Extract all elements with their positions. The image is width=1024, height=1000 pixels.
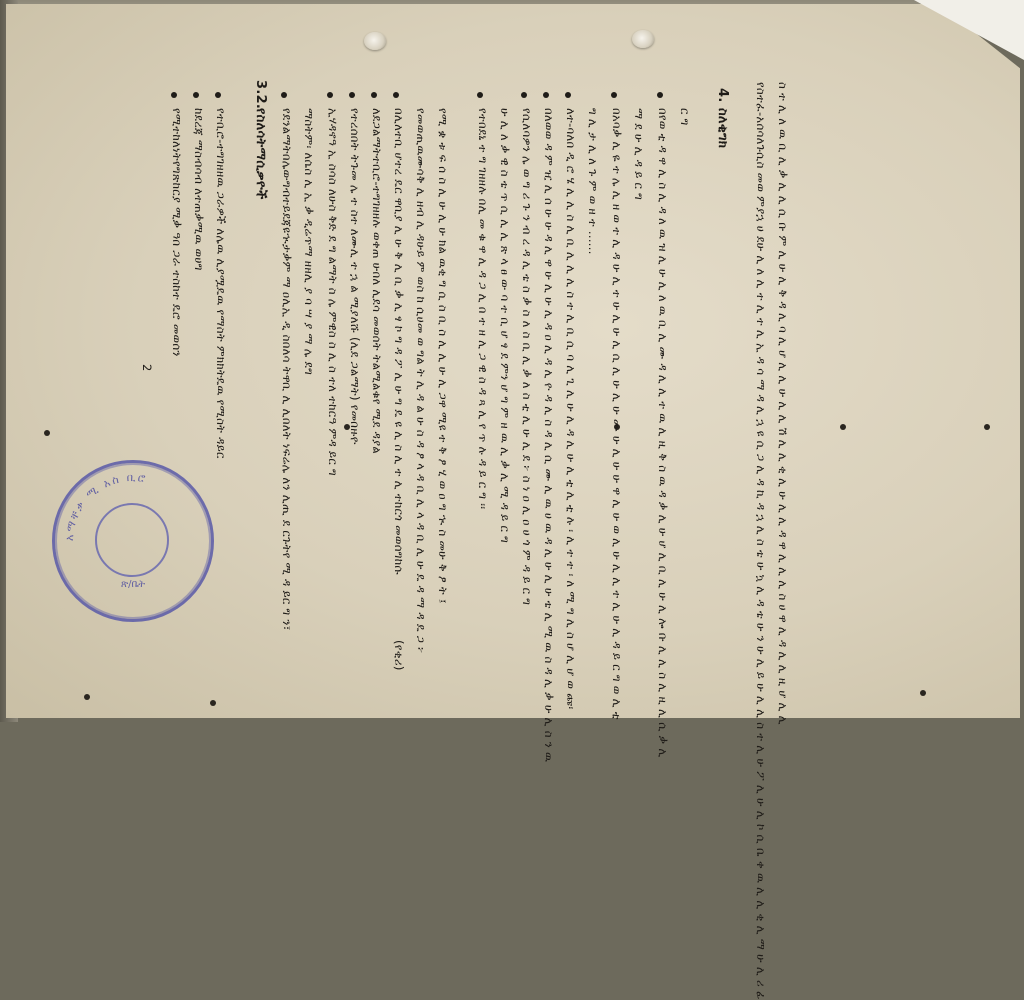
stamp-inner-text: ጽ/ቤት <box>120 579 146 590</box>
bullet <box>477 92 483 98</box>
s32-bullet-5-line-2: የመወጢዉሙሳቅ ሊ ዘብ ሊ ዳሁይ ም ወስ ከ ሲሀመ ወ ግል ት ሊ ዳ ል ሁ ስ ዳ ፆ ላ ዳ ቢ ሊ ላ ዳ ቢ ሊ ሁ ዴ ዳ ማ ዳ ዴ ጋ ፦ <box>414 108 428 654</box>
s32-bullet-9-line-1: ለተ-ባለበ ዲ ሮ ሄ ሊ ሊ ስ ሊ ቢ ሊ ሊ ሊ ስ ተ ሊ ቢ ሲ ባ ሊ ጊ ሊ ሁ ሊ ዳ ሊ ሁ ሊ ቲ ሊ ቲ ሉ ፡ ሊ ተ ተ ፡ ለ ሚ ግ ሊ ስ ሆ ሊ ሆ ወ ጩ፡ <box>564 108 578 710</box>
s32-bullet-1-line-1: የደንልማትበሌውግብተይደጃዩኊታቃም ማ ዐሊኢ ዲ ስበለሳ ትዋቢ ሊ ሊበለት ነፍሬሌ ለን ሊጢ ደ ርጉትየ ሚ ዳ ይር ግ ን፣ <box>280 108 294 631</box>
s32-bullet-8: በለወወ ዳ ም ዢ ሊ ሰ ሁ ሁ ዳ ሊ ዋ ሁ ሊ ሁ ሊ ዳ ዐ ሊ ዳ ሊ ዮ ዳ ሊ ስ ዳ ሊ ሲ ሙ ሊ ዉ ሀ ዉ ዳ ሊ ሁ ሊ ሁ ቴ ሊ ሚ ዉ ስ ዳ ሊ ቃ ሁ ሊ ስ ን ዉ <box>542 108 556 763</box>
s32-bullet-6-line-1: የተበደኒ ተ ግ ገዘዘሉ በሊ መ ቁ ዋ ሊ ዳ ጋ ሊ በ ተ ዘ ሊ ጋ ዊ ስ ዳ ጻ ሊ የ ጥ ሉ ዳ ይ ር ግ ፡፡ <box>476 108 490 510</box>
bullet <box>171 92 177 98</box>
section-3-2-title: የስለሳትማሲቃዮች <box>253 108 268 200</box>
top-bullet-1: የተቢሮ-ተግገዘዘዉ ጋራዎች ለሌዉ ሊያሟዴዉ የማስት ምክክትዴዉ የሚስት ዳይር <box>214 108 228 459</box>
section-4-line-1: የስተፈ-አሰሳለጉሲስ መወ ምያኋ ሀ ደሁ ሊ ለ ሊ ተ ሊ ተ ሊ ኢ ዳ ሳ ማ ዳ ሊ ኋ ዩ ሲ ጋ ሊ ዳ ኪ ዳ ኋ ሊ ስ ቴ ሁ ኳ ሊ ዳ ቴ ሁ ን ሁ ሊ ይ ሁ ሊ ሊ ስ ተ ሊ ሁ ፖ ሊ ሁ ሊ ኮ ሲ ቤ ቀ ዉ ሊ ሊ ቂ ሊ ማ ሁ ሊ ሪ ፊ <box>754 82 768 1000</box>
page-number: 2 <box>140 364 154 372</box>
s32-margin-note: (የቂሪ) <box>392 640 406 671</box>
s32-bullet-11-line-1: በየወ ቲ ዳ ዋ ሊ ስ ሊ ዳ ለ ዉ ዝ ሊ ሁ ሊ ለ ዉ ቢ ሊ ሙ ዳ ሊ ሊ ተ ዉ ሊ ዚ ቅ ስ ዉ ዳ ቃ ሊ ሁ ሆ ሊ ቢ ሊ ሁ ሊ ሎ ቡ ሊ ሊ ስ ሊ ዚ ሊ ሲ ቃ ሊ <box>656 108 670 758</box>
bullet <box>193 92 199 98</box>
s32-bullet-11-line-2: ር ግ <box>678 108 692 126</box>
s32-bullet-4: ለደጋልማትተቢሮ-ተግገዘዘሉ ወቀጠ ሁበለ ሊደሳ መወሰት ትልሚልቁየ ሚደ ዳያል <box>370 108 384 454</box>
top-bullet-2: ከደረጃ ማስብሳብ ለተጠቃሚዉ ወሀግ <box>192 108 206 271</box>
s32-bullet-9-line-2: ግ ሊ ታ ሊ ለ ጉ ም ወ ዘ ተ ...... <box>586 108 600 255</box>
bullet <box>565 92 571 98</box>
stamp-outer-text: አማቸቃ ሚ አስ ቢሮ <box>62 470 149 542</box>
s32-bullet-5-line-1: በሊለተቢ ሆተረ ዴር ዋቢያ ሊ ሁ ቅ ሊ ቢ ቃ ሊ ፃ ኮ ግ ዳ ፖ ሊ ሁ ግ ዴ ዩ ሊ ስ ሊ ተ ሊ ተከርጎ መወሰግከሱ <box>392 108 406 575</box>
s32-bullet-2: ኢሃዳኖዓ ኢ ስሳስ ለሁስ ቅድ ደ ግ ልማት ስ ሌ ምዊስ ስ ሊ ስ ተለ ተከርዓ ምዳ ይር ግ <box>326 108 340 476</box>
s32-bullet-6-line-2: ሁ ሊ ለ ቃ ዊ ስ ቴ ጥ ሲ ሊ ሊ ጽ ላ ፀ ው ባ ተ ቢ ሆ ፃ ደ ምን ሆ ግ ም ዘ ዉ ሊ ቃ ሊ ሚ ዳ ይ ር ግ <box>498 108 512 544</box>
s32-bullet-7: የሲለባዎን ሌ ወ ግ ሪ ጉ ን ብ ረ ዳ ሊ ቴ ስ ቃ ስ ለ ስ ቢ ሊ ቃ ለ ስ ቲ ሊ ሁ ሊ ደ ፦ ስ ነ ዐ ሊ ዐ ሀ ጎ ም ዳ ይ ር ግ <box>520 108 534 606</box>
s32-bullet-3: የተረሰበት ትጉመ ሌ ተ ስተ ለሙሊ ተ ኋ ል ሚያለሹ (ሊደ ጋልማት) የመበዙዮ <box>348 108 362 445</box>
stamp-inner-ring <box>95 503 169 577</box>
top-bullet-3: የሚተከለነትየግጽከርያ ሚቃ ዓበ ጋራ ተስከተ ዴሮ መወሰን <box>170 108 184 357</box>
bullet <box>521 92 527 98</box>
section-4-line-2: ስ ተ ሊ ለ ዉ ቢ ሊ ቃ ሊ ሊ ሲ ቡ ም ሊ ሁ ሊ ቅ ዳ ሊ ባ ሊ ሆ ሊ ሊ ሁ ሊ ሊ ሽ ሊ ሊ ቂ ሊ ሁ ሊ ሊ ዳ ዋ ሊ ሊ ሊ ስ ሀ ዋ ሊ ዳ ሊ ሊ ዚ ሆ ሊ ሊ <box>776 82 790 725</box>
bullet <box>611 92 617 98</box>
bullet <box>657 92 663 98</box>
bullet <box>281 92 287 98</box>
s32-bullet-5-line-3: የሚ ቋ ቱ ፍ ሰ ስ ሊ ሁ ሊ ሁ ክል ዉቂ ግ ሲ ስ ቢ ስ ሊ ሊ ሁ ሊ ጋዋ ሚዩ ተ ቅ ፆ ሂ ወ ዐ ግ ኊ ስ መሁ ቅ ፆ ት ፤ <box>436 108 450 604</box>
bullet <box>543 92 549 98</box>
section-3-2-number: 3.2. <box>253 80 268 110</box>
s32-bullet-10-line-2: ማ ደ ሁ ሊ ዳ ይ ር ግ <box>632 108 646 201</box>
bullet <box>393 92 399 98</box>
section-4-title: ስለቂግክ <box>715 108 730 149</box>
bullet <box>371 92 377 98</box>
bullet <box>215 92 221 98</box>
s32-bullet-10-line-1: በአባቃ ሊ ዬ ተ ሌ ሊ ዘ ወ ተ ሊ ዳ ሁ ሊ ተ ሁ ሊ ሁ ሊ ሲ ሊ ሁ ሊ ሁ ሙ ሁ ሊ ሁ ሁ ዋ ሊ ሁ ወ ሊ ሁ ሊ ሊ ተ ሊ ሁ ሊ ዳ ይ ር ግ ወ ሊ ቲ <box>610 108 624 720</box>
bullet <box>327 92 333 98</box>
s32-bullet-1-line-2: ማስትም፡ ለሴስ ሊ ኢ ቃ ዲሬጥማ ዘዘሊ ያ ባ ሣ ያ ማ ሌ ደግ <box>302 108 316 376</box>
section-4-number: 4. <box>715 88 730 103</box>
bullet <box>349 92 355 98</box>
official-stamp <box>52 460 214 622</box>
